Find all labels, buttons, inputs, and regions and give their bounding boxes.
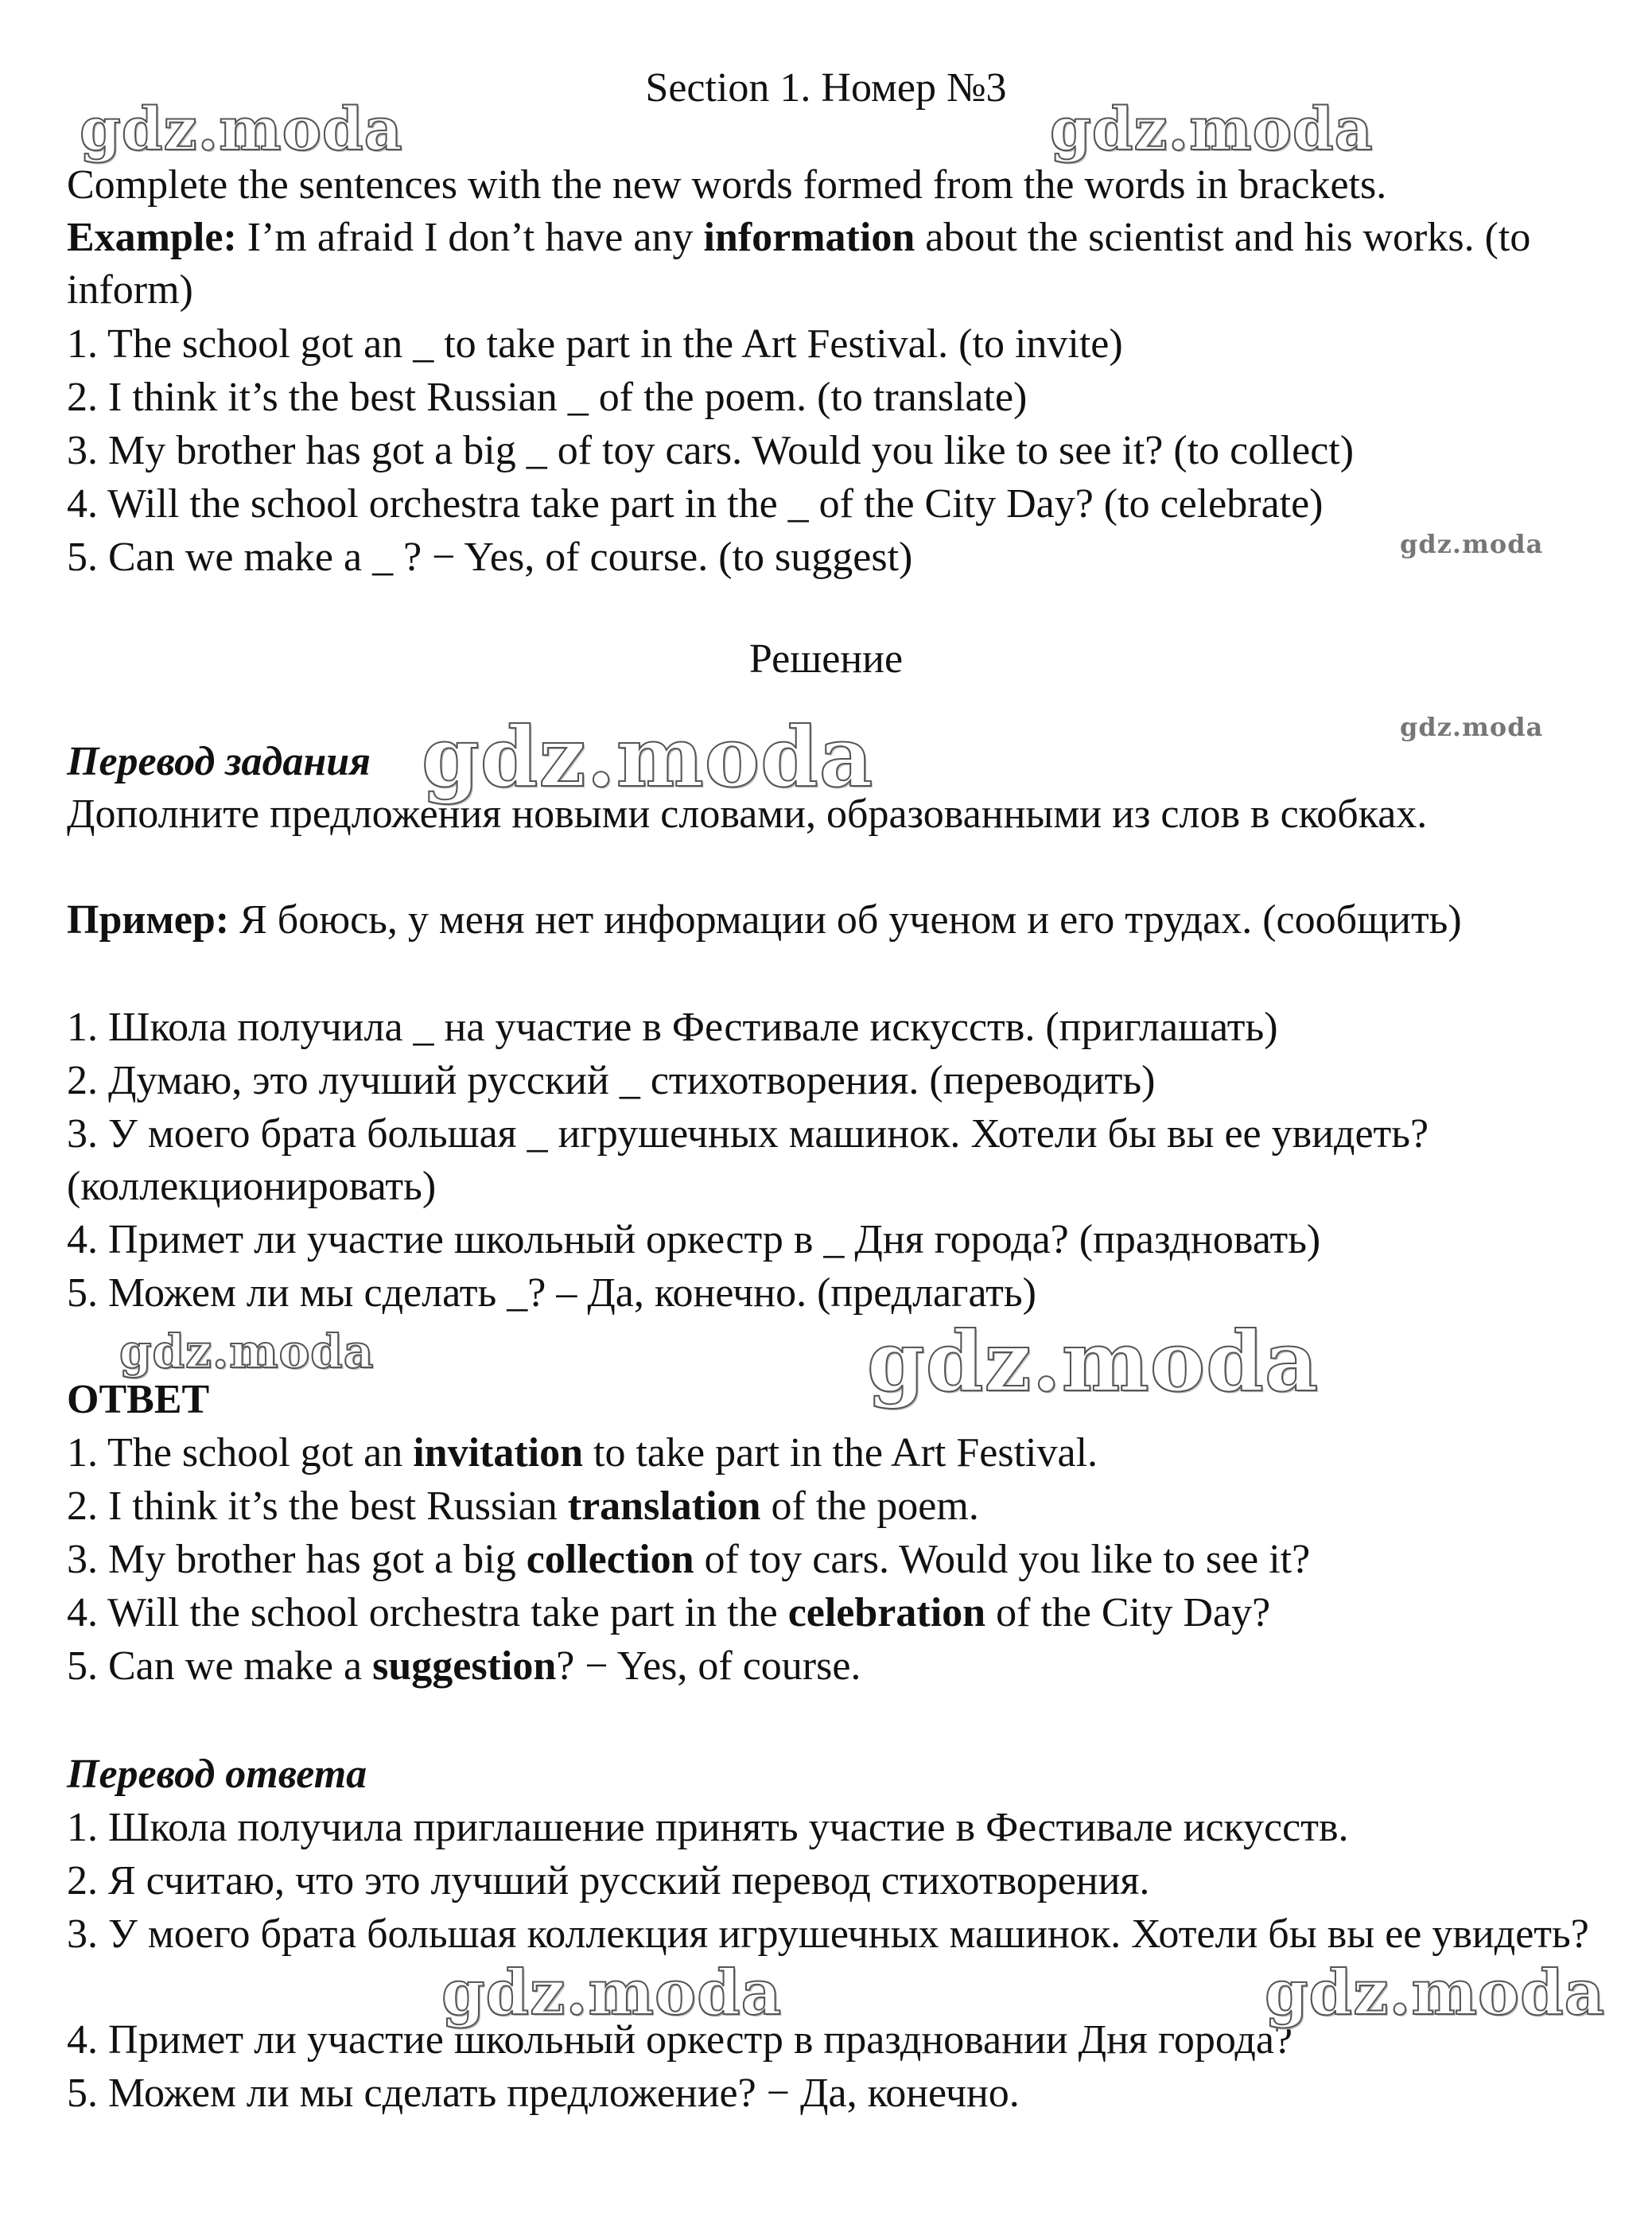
task-example xyxy=(67,212,1596,317)
answer-word: celebration xyxy=(787,1590,986,1635)
answer-word: suggestion xyxy=(372,1643,557,1689)
watermark: gdz.moda xyxy=(1265,1957,1606,2029)
answer-item: 3. My brother has got a big collection of toy cars. Would you like to see it? xyxy=(67,1537,1311,1582)
answer-word: collection xyxy=(526,1537,694,1582)
example-word: information xyxy=(703,215,915,260)
task-translation-item: 2. Думаю, это лучший русский _ стихотворения. (переводить) xyxy=(67,1058,1156,1103)
watermark: gdz.moda xyxy=(441,1957,783,2029)
answer-translation-item: 5. Можем ли мы сделать предложение? − Да, конечно. xyxy=(67,2071,1020,2116)
task-translation-item: 5. Можем ли мы сделать _? – Да, конечно. (предлагать) xyxy=(67,1270,1036,1316)
answer-word: invitation xyxy=(413,1430,584,1476)
task-translation-item: 1. Школа получила _ на участие в Фестивале искусств. (приглашать) xyxy=(67,1005,1278,1050)
solution-heading: Решение xyxy=(748,636,904,682)
task-item: 1. The school got an _ to take part in the Art Festival. (to invite) xyxy=(67,321,1123,367)
answer-item: 5. Can we make a suggestion? − Yes, of course. xyxy=(67,1643,861,1689)
task-item: 4. Will the school orchestra take part in the _ of the City Day? (to celebrate) xyxy=(67,481,1324,527)
example-text-post: about the scientist and his works. (to inform) xyxy=(67,215,1531,313)
task-item: 3. My brother has got a big _ of toy cars. Would you like to see it? (to collect) xyxy=(67,428,1355,473)
task-translation-heading: Перевод задания xyxy=(67,739,371,784)
answer-item: 4. Will the school orchestra take part in the celebration of the City Day? xyxy=(67,1590,1271,1635)
answer-translation-item: 3. У моего брата большая коллекция игрушечных машинок. Хотели бы вы ее увидеть? xyxy=(67,1911,1589,1957)
watermark: gdz.moda xyxy=(119,1324,375,1378)
example-label: Example: xyxy=(67,215,237,260)
task-translation-item: 3. У моего брата большая _ игрушечных машинок. Хотели бы вы ее увидеть? (коллекционировать) xyxy=(67,1111,1429,1209)
translation-example-text: Я боюсь, у меня нет информации об ученом и его трудах. (сообщить) xyxy=(229,897,1462,943)
watermark: gdz.moda xyxy=(80,95,403,164)
task-translation-item: 4. Примет ли участие школьный оркестр в _ Дня города? (праздновать) xyxy=(67,1217,1321,1262)
answer-item: 2. I think it’s the best Russian translation of the poem. xyxy=(67,1483,979,1529)
watermark: gdz.moda xyxy=(1400,529,1544,559)
answer-translation-heading: Перевод ответа xyxy=(67,1752,367,1797)
page-title: Section 1. Номер №3 xyxy=(645,65,1007,111)
answer-translation-item: 4. Примет ли участие школьный оркестр в праздновании Дня города? xyxy=(67,2017,1292,2063)
answer-translation-item: 1. Школа получила приглашение принять участие в Фестивале искусств. xyxy=(67,1805,1349,1850)
answer-translation-item: 2. Я считаю, что это лучший русский перевод стихотворения. xyxy=(67,1858,1150,1903)
answer-word: translation xyxy=(567,1483,761,1529)
task-instruction: Complete the sentences with the new words formed from the words in brackets. xyxy=(67,162,1387,208)
task-item: 5. Can we make a _ ? − Yes, of course. (to suggest) xyxy=(67,535,913,580)
translation-example-label: Пример: xyxy=(67,897,230,943)
example-text-pre: I’m afraid I don’t have any xyxy=(236,215,704,260)
task-translation-example xyxy=(67,894,1596,947)
watermark: gdz.moda xyxy=(867,1312,1320,1410)
watermark: gdz.moda xyxy=(422,708,874,806)
answer-heading: ОТВЕТ xyxy=(67,1377,210,1422)
watermark: gdz.moda xyxy=(1400,712,1544,742)
watermark: gdz.moda xyxy=(1050,95,1374,164)
task-item: 2. I think it’s the best Russian _ of the poem. (to translate) xyxy=(67,375,1028,420)
task-translation-instruction: Дополните предложения новыми словами, образованными из слов в скобках. xyxy=(67,791,1428,837)
answer-item: 1. The school got an invitation to take part in the Art Festival. xyxy=(67,1430,1098,1476)
